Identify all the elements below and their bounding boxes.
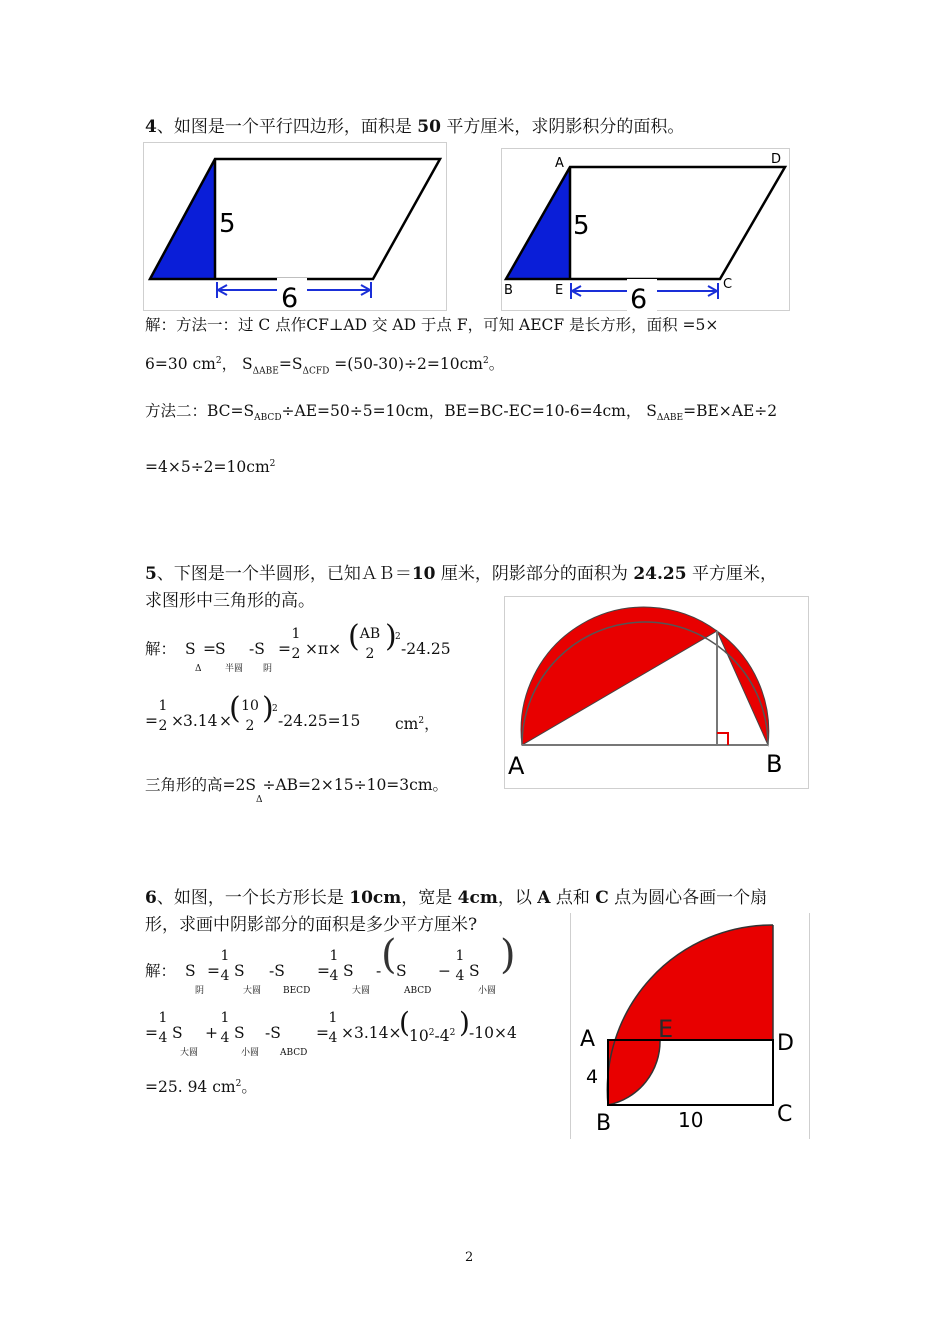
q5-shaded-left	[521, 607, 717, 745]
q4-height-label-left: 5	[219, 209, 236, 239]
q5-statement-line1: 5、下图是一个半圆形，已知ＡＢ＝10 厘米，阴影部分的面积为 24.25 平方厘米，	[145, 564, 777, 584]
q6-solution-line2: = 1 4 S 大圆 + 1 4 S 小圆 -S ABCD = 1 4 ×3.14× ( $10^2-4^2$ ) -10×4	[145, 1006, 517, 1058]
q5-point-a: A	[508, 752, 525, 780]
q6-solution-line1: 解： S 阴 = 1 4 S 大圆 -S BECD = 1 4 S 大圆 - ( S ABCD − 1 4 S 小圆 )	[145, 932, 516, 996]
q6-statement-line2: 形，求画中阴影部分的面积是多少平方厘米?	[145, 915, 478, 935]
q6-point-b: B	[596, 1111, 612, 1136]
q6-point-d: D	[777, 1031, 794, 1056]
q6-point-c: C	[777, 1102, 793, 1127]
q4-base-label-left: 6	[281, 283, 299, 312]
q4-point-d: D	[771, 152, 782, 167]
q6-result: =25. 94 $cm^2$。	[145, 1078, 257, 1097]
q4-solution-2-line2: $=4\times 5\div 2=10cm^2$	[145, 458, 276, 477]
q4-solution-2-line1: 方法二：$BC=S_{ABCD}\div AE=50\div 5=10cm$，BE=BC-EC=10-6=4cm， $S_{\Delta ABE}=BE\times AE\div 2$	[145, 402, 778, 424]
q4-solution-1-line2: 6=30 $cm^2$， $S_{\Delta ABE}=S_{\Delta CFD} =(50-30)\div 2=10cm^2$。	[145, 355, 505, 377]
q5-solution-line3: 三角形的高$=2S_\Delta\div AB=2\times 15\div 10=3cm$。	[145, 776, 449, 806]
q4-point-c: C	[723, 277, 733, 292]
q5-point-b: B	[766, 750, 783, 778]
q5-right-angle-mark	[717, 733, 728, 745]
q5-statement-line2: 求图形中三角形的高。	[145, 591, 315, 611]
q4-statement: 4、如图是一个平行四边形，面积是 50 平方厘米，求阴影积分的面积。	[145, 117, 685, 137]
q6-point-e: E	[658, 1015, 674, 1043]
q4-figure-right	[501, 148, 791, 312]
q4-height-label-right: 5	[573, 211, 590, 241]
q4-base-label-right: 6	[630, 284, 648, 312]
q4-point-b: B	[504, 283, 513, 298]
q6-width-label: 4	[586, 1066, 599, 1088]
q4-point-e: E	[555, 283, 564, 298]
q6-figure	[570, 913, 810, 1139]
q4-point-a: A	[555, 156, 564, 171]
q6-point-a: A	[580, 1027, 596, 1052]
q4-figure-left	[143, 142, 448, 312]
q5-figure	[504, 596, 810, 790]
q6-statement-line1: 6、如图，一个长方形长是 10cm，宽是 4cm，以 A 点和 C 点为圆心各画一个扇	[145, 888, 768, 908]
q5-shaded-right	[717, 631, 769, 745]
q5-solution-line2: = 1 2 × 3.14 × ( 10 2 ) 2 -24.25=15 $cm^2$，	[145, 691, 440, 734]
page-number: 2	[465, 1250, 474, 1265]
q4-solution-1-line1: 解：方法一：过 C 点作CF⊥AD 交 AD 于点 F，可知 AECF 是长方形，面积 =5×	[145, 316, 719, 334]
q6-length-label: 10	[678, 1108, 704, 1132]
